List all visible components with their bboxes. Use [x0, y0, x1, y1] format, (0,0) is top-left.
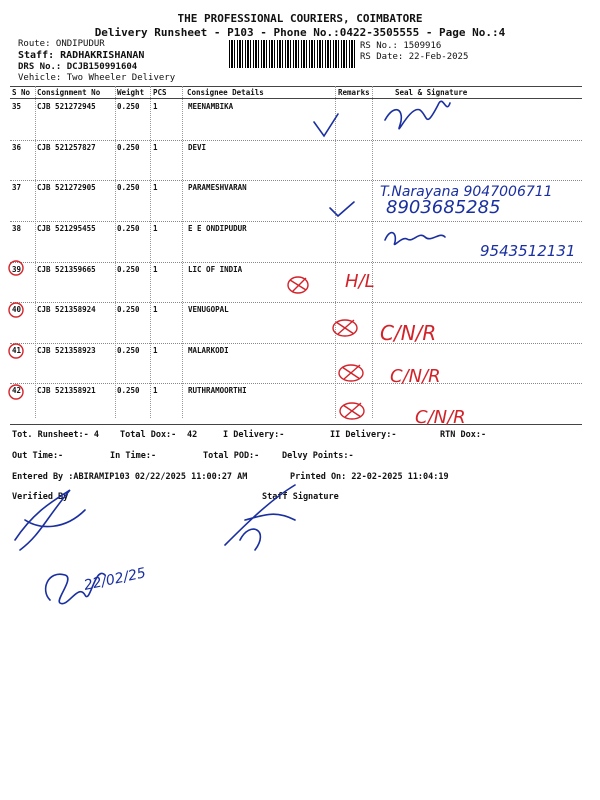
sno: 42 [12, 386, 22, 395]
pcs: 1 [153, 346, 158, 355]
weight: 0.250 [117, 183, 140, 192]
consignment-no: CJB 521358921 [37, 386, 96, 395]
consignment-no: CJB 521272945 [37, 102, 96, 111]
handwritten-remark: H/L [345, 271, 375, 292]
weight: 0.250 [117, 346, 140, 355]
tick-mark [330, 202, 354, 216]
rtn-dox: RTN Dox:- [440, 430, 487, 440]
pcs: 1 [153, 183, 158, 192]
entered-by: Entered By :ABIRAMIP103 02/22/2025 11:00:27 AM [12, 472, 248, 482]
total-dox-value: 42 [187, 430, 198, 440]
weight: 0.250 [117, 386, 140, 395]
col-remarks: Remarks [338, 88, 370, 97]
drs-number: DRS No.: DCJB150991604 [18, 62, 138, 72]
handwritten-phone: 8903685285 [386, 197, 501, 218]
delvy-points: Delvy Points:- [282, 451, 354, 461]
pcs: 1 [153, 305, 158, 314]
col-pcs: PCS [153, 88, 167, 97]
col-sno: S No [12, 88, 31, 97]
tot-runsheet: Tot. Runsheet:- 4 [12, 430, 99, 440]
circle-mark [9, 344, 23, 358]
signature-scribble [385, 101, 450, 128]
sno: 39 [12, 265, 22, 274]
weight: 0.250 [117, 102, 140, 111]
verified-by: Verified By [12, 492, 69, 502]
out-time: Out Time:- [12, 451, 64, 461]
company-name: THE PROFESSIONAL COURIERS, COIMBATORE [177, 12, 423, 25]
total-pod: Total POD:- [203, 451, 260, 461]
circle-mark [9, 303, 23, 317]
route: Route: ONDIPUDUR [18, 39, 105, 49]
pcs: 1 [153, 143, 158, 152]
consignment-no: CJB 521295455 [37, 224, 96, 233]
signature-scribble [15, 490, 85, 550]
col-consignment: Consignment No [37, 88, 101, 97]
pcs: 1 [153, 224, 158, 233]
pcs: 1 [153, 386, 158, 395]
col-consignee: Consignee Details [187, 88, 264, 97]
i-delivery: I Delivery:- [223, 430, 285, 440]
staff: Staff: RADHAKRISHANAN [18, 50, 145, 61]
sno: 38 [12, 224, 22, 233]
consignee: DEVI [188, 143, 207, 152]
vehicle: Vehicle: Two Wheeler Delivery [18, 73, 176, 83]
handwritten-remark: C/N/R [390, 366, 441, 387]
consignee: E E ONDIPUDUR [188, 224, 247, 233]
printed-on: Printed On: 22-02-2025 11:04:19 [290, 472, 449, 482]
sno: 36 [12, 143, 22, 152]
in-time: In Time:- [110, 451, 157, 461]
handwritten-phone: 9543512131 [480, 242, 576, 260]
consignment-no: CJB 521358923 [37, 346, 96, 355]
consignment-no: CJB 521358924 [37, 305, 96, 314]
consignee: LIC OF INDIA [188, 265, 243, 274]
pcs: 1 [153, 102, 158, 111]
consignee: VENUGOPAL [188, 305, 229, 314]
ii-delivery: II Delivery:- [330, 430, 397, 440]
handwritten-remark: C/N/R [415, 407, 466, 428]
consignment-no: CJB 521359665 [37, 265, 96, 274]
weight: 0.250 [117, 224, 140, 233]
circle-mark [9, 385, 23, 399]
weight: 0.250 [117, 265, 140, 274]
total-dox-label: Total Dox:- [120, 430, 177, 440]
handwritten-phone: T.Narayana 9047006711 [380, 184, 553, 200]
signature-scribble [385, 233, 445, 245]
weight: 0.250 [117, 143, 140, 152]
consignee: RUTHRAMOORTHI [188, 386, 247, 395]
consignee: PARAMESHVARAN [188, 183, 247, 192]
runsheet-title: Delivery Runsheet - P103 - Phone No.:0422-3505555 - Page No.:4 [94, 26, 506, 39]
sno: 40 [12, 305, 22, 314]
weight: 0.250 [117, 305, 140, 314]
consignment-no: CJB 521272905 [37, 183, 96, 192]
sno: 37 [12, 183, 22, 192]
handwritten-date: 22/02/25 [82, 565, 148, 594]
signature-scribble [225, 485, 295, 550]
handwritten-remark: C/N/R [380, 321, 437, 345]
consignee: MEENAMBIKA [188, 102, 234, 111]
col-seal-signature: Seal & Signature [395, 88, 468, 97]
staff-signature-label: Staff Signature [262, 492, 339, 502]
pcs: 1 [153, 265, 158, 274]
col-weight: Weight [117, 88, 145, 97]
sno: 41 [12, 346, 22, 355]
tick-mark [314, 114, 338, 136]
sno: 35 [12, 102, 22, 111]
rs-number: RS No.: 1509916 [360, 41, 442, 51]
consignment-no: CJB 521257827 [37, 143, 96, 152]
consignee: MALARKODI [188, 346, 229, 355]
circle-mark [9, 261, 23, 275]
rs-date: RS Date: 22-Feb-2025 [360, 52, 469, 62]
